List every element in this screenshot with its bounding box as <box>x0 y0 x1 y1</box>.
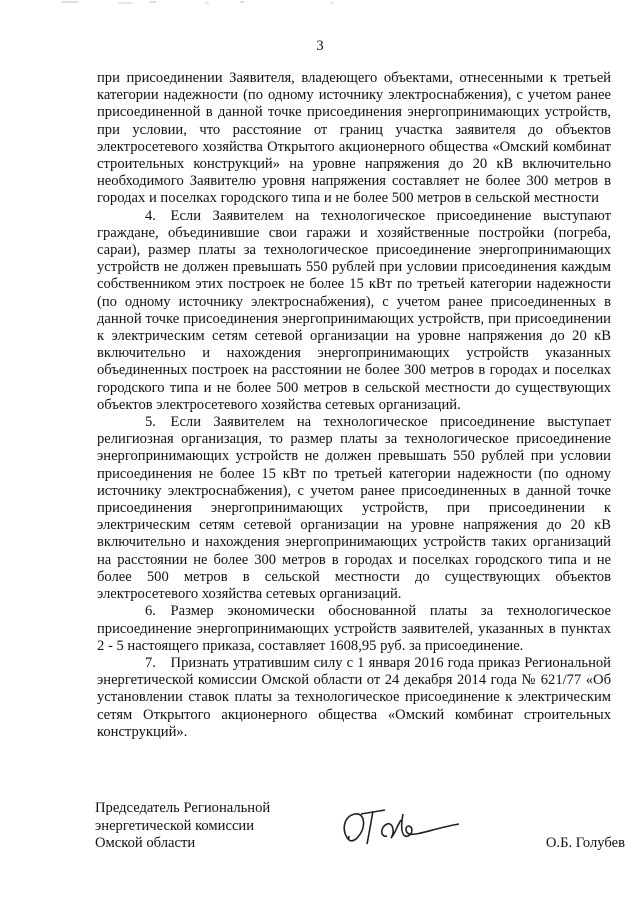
scan-noise-top <box>0 0 640 6</box>
handwritten-signature <box>335 802 475 848</box>
signature-block <box>95 800 625 860</box>
document-body <box>97 70 611 741</box>
signatory-title-line: энергетической комиссии <box>95 817 255 834</box>
page-number: 3 <box>316 38 324 54</box>
paragraph-item-4: 4. Если Заявителем на технологическое присоединение выступают граждане, объединившие свои гаражи и хозяйственные постройки (погреба, сараи), размер платы за технологическое присоединение энергопринимающих устройств не должен превышать 550 рублей при условии присоединения каждым собственником этих построек не более 15 кВт по третьей категории надежности (по одному источнику электроснабжения), с учетом ранее присоединенных в данной точке присоединения энергопринимающих устройств, при присоединении к электрическим сетям сетевой организации на уровне напряжения до 20 кВ включительно и нахождения энергопринимающих устройств указанных объединенных построек на расстоянии не более 300 метров в городах и поселках городского типа и не более 500 метров в сельской местности до существующих объектов электросетевого хозяйства сетевых организаций. <box>97 207 611 413</box>
paragraph-item-5: 5. Если Заявителем на технологическое присоединение выступает религиозная организация, то размер платы за технологическое присоединение энергопринимающих устройств не должен превышать 550 рублей при условии присоединения не более 15 кВт по третьей категории надежности (по одному источнику электроснабжения), с учетом ранее присоединенных в данной точке присоединения энергопринимающих устройств, при присоединении к электрическим сетям сетевой организации на уровне напряжения до 20 кВ включительно и нахождения энергопринимающих устройств таких организаций на расстоянии не более 300 метров в городах и поселках городского типа и не более 500 метров в сельской местности до существующих объектов электросетевого хозяйства сетевых организаций. <box>97 414 611 603</box>
signatory-name: О.Б. Голубев <box>545 835 625 851</box>
paragraph-item-6: 6. Размер экономически обоснованной платы за технологическое присоединение энергопринимающих устройств заявителей, указанных в пунктах 2 - 5 настоящего приказа, составляет 1608,95 руб. за присоединение. <box>97 603 611 654</box>
signatory-title-line: Председатель Региональной <box>95 800 271 816</box>
paragraph-continuation: при присоединении Заявителя, владеющего объектами, отнесенными к третьей категории надежности (по одному источнику электроснабжения), с учетом ранее присоединенной в данной точке присоединения энергопринимающих устройств, при условии, что расстояние от границ участка заявителя до объектов электросетевого хозяйства Открытого акционерного общества «Омский комбинат строительных конструкций» на уровне напряжения до 20 кВ включительно необходимого Заявителю уровня напряжения составляет не более 300 метров в городах и поселках городского типа и не более 500 метров в сельской местности <box>97 70 611 207</box>
signatory-title <box>95 800 305 853</box>
signatory-title-line: Омской области <box>95 835 196 851</box>
paragraph-item-7: 7. Признать утратившим силу с 1 января 2016 года приказ Региональной энергетической комиссии Омской области от 24 декабря 2014 года № 621/77 «Об установлении ставок платы за технологическое присоединение к электрическим сетям Открытого акционерного общества «Омский комбинат строительных конструкций». <box>97 654 611 740</box>
